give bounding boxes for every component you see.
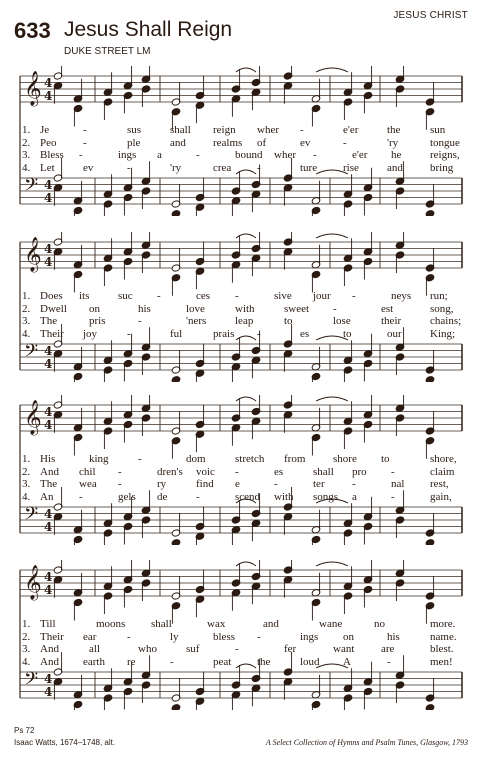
lyric-syllable: 2. [22,136,31,149]
slur [316,562,348,566]
lyric-syllable: prais [213,327,235,340]
time-signature: 4 [44,405,53,419]
lyric-syllable: - [127,161,131,174]
lyric-syllable: ear [83,630,97,643]
time-signature: 4 [44,344,53,358]
psalm-reference: Ps 72 [14,726,35,735]
time-signature: 4 [44,418,53,432]
lyric-syllable: 1. [22,618,31,630]
treble-clef-icon: 𝄞 [24,237,42,272]
lyric-line-verse-2 [0,466,480,479]
lyric-syllable: shall [151,618,172,630]
bass-clef-icon: 𝄢 [24,341,39,366]
hymn-title: Jesus Shall Reign [64,18,233,41]
lyric-syllable: their [381,315,402,327]
lyric-syllable: reign [213,124,236,136]
bass-clef-icon: 𝄢 [24,669,39,694]
time-signature: 4 [44,507,53,521]
lyric-syllable: joy [83,327,98,340]
lyric-syllable: wax [207,618,226,630]
lyric-syllable: crea [213,161,232,174]
lyric-line-verse-1 [0,453,480,466]
lyric-syllable: - [196,149,200,161]
lyric-syllable: ple [127,136,141,149]
lyric-syllable: ly [170,630,179,643]
lyric-syllable: 3. [22,149,31,161]
lyric-syllable: - [79,490,83,503]
lyric-syllable: - [387,655,391,668]
lyric-syllable: est [381,302,394,315]
lyric-syllable: to [284,315,293,327]
time-signature: 4 [44,76,53,90]
lyric-syllable: who [138,643,157,655]
treble-clef-icon: 𝄞 [24,400,42,435]
lyric-syllable: bound [235,149,263,161]
lyric-syllable: moons [96,618,126,630]
lyric-syllable: ev [300,136,311,149]
lyric-syllable: Their [40,327,64,340]
lyric-syllable: 'ry [170,161,182,174]
lyric-syllable: and [263,618,279,630]
lyric-syllable: ture [300,161,318,174]
lyric-syllable: our [387,327,402,340]
lyric-syllable: sus [127,124,142,136]
lyric-syllable: more. [430,618,456,630]
lyric-syllable: song, [430,302,454,315]
lyric-syllable: suc [118,290,133,302]
lyric-syllable: on [89,302,100,315]
lyric-syllable: chil [79,465,96,478]
slur [236,397,256,401]
lyric-syllable: claim [430,465,455,478]
lyric-syllable: gels [118,490,136,503]
time-signature: 4 [44,357,53,371]
lyric-syllable: with [235,302,255,315]
lyric-syllable: Their [40,630,64,643]
lyric-syllable: And [40,643,59,655]
tune-name: DUKE STREET LM [64,46,151,57]
lyric-syllable: the [387,124,401,136]
lyric-syllable: The [40,478,58,490]
lyric-syllable: rise [343,161,359,174]
lyrics-block [0,453,480,503]
treble-staff [20,395,462,459]
lyric-syllable: es [274,465,284,478]
lyric-syllable: 2. [22,465,31,478]
lyric-syllable: 4. [22,655,31,668]
lyric-syllable: its [79,290,90,302]
lyric-syllable: ter [313,478,325,490]
slur [236,234,256,238]
lyric-line-verse-4 [0,162,480,175]
lyric-syllable: - [118,478,122,490]
lyric-syllable: his [387,630,400,643]
lyric-syllable: sive [274,290,292,302]
lyric-syllable: a [157,149,162,161]
lyric-syllable: - [83,124,87,136]
lyric-syllable: Let [40,161,55,174]
lyric-syllable: suf [186,643,200,655]
lyric-syllable: chains; [430,315,462,327]
lyric-syllable: 4. [22,161,31,174]
lyric-syllable: are [381,643,395,655]
lyric-syllable: King; [430,327,456,340]
hymn-number: 633 [14,18,51,43]
lyric-syllable: e'er [343,124,359,136]
lyric-syllable: name. [430,630,457,643]
lyric-syllable: Peo [40,136,57,149]
lyric-syllable: loud [300,655,320,668]
lyric-syllable: bless [213,630,235,643]
lyric-syllable: realms [213,136,243,149]
lyric-line-verse-3 [0,149,480,162]
author-credit: Isaac Watts, 1674–1748, alt. [14,738,116,747]
lyric-syllable: jour [313,290,331,302]
lyric-syllable: 3. [22,643,31,655]
lyric-syllable: gain, [430,490,452,503]
lyric-line-verse-4 [0,656,480,669]
lyric-syllable: sweet [284,302,310,315]
slur [316,68,348,72]
lyric-syllable: pro [352,465,367,478]
lyric-syllable: find [196,478,214,490]
lyric-syllable: - [138,315,142,327]
lyric-syllable: A [343,655,351,668]
lyric-syllable: voic [196,465,215,478]
lyric-syllable: no [374,618,385,630]
lyric-syllable: - [127,327,131,340]
lyric-line-verse-4 [0,328,480,341]
lyric-syllable: - [138,453,142,465]
lyric-syllable: - [352,478,356,490]
lyric-syllable: his [138,302,151,315]
lyric-syllable: re [127,655,136,668]
lyric-syllable: nal [391,478,405,490]
lyric-syllable: - [333,302,337,315]
lyric-syllable: the [257,655,271,668]
lyric-syllable: 'ners [186,315,207,327]
lyric-syllable: de [157,490,168,503]
lyric-syllable: e [235,478,240,490]
lyric-syllable: - [235,643,239,655]
lyric-syllable: with [274,490,294,503]
lyric-syllable: - [352,290,356,302]
lyric-syllable: wher [274,149,296,161]
lyric-syllable: - [313,149,317,161]
lyric-syllable: 3. [22,478,31,490]
lyric-syllable: run; [430,290,448,302]
lyric-syllable: Dwell [40,302,67,315]
lyric-syllable: And [40,465,59,478]
lyric-syllable: shore [333,453,357,465]
lyric-syllable: ings [300,630,319,643]
lyric-syllable: shall [313,465,334,478]
lyric-syllable: e'er [352,149,368,161]
lyrics-block [0,124,480,174]
lyric-syllable: love [186,302,205,315]
lyric-syllable: from [284,453,306,465]
tune-source: A Select Collection of Hymns and Psalm Tunes, Glasgow, 1793 [265,738,468,747]
lyric-syllable: 4. [22,490,31,503]
lyric-syllable: on [343,630,354,643]
lyric-syllable: 4. [22,327,31,340]
lyric-syllable: and [387,161,403,174]
lyric-syllable: ful [170,327,183,340]
lyric-syllable: peat [213,655,232,668]
lyric-syllable: - [257,327,261,340]
lyric-syllable: - [83,136,87,149]
lyric-syllable: ces [196,290,211,302]
lyric-syllable: leap [235,315,254,327]
time-signature: 4 [44,583,53,597]
lyric-syllable: Bless [40,149,64,161]
lyric-syllable: - [79,149,83,161]
lyric-syllable: fer [284,643,297,655]
lyric-syllable: Je [40,124,50,136]
treble-staff [20,232,462,296]
lyric-syllable: es [300,327,310,340]
lyric-line-verse-2 [0,303,480,316]
time-signature: 4 [44,242,53,256]
lyric-syllable: - [257,161,261,174]
lyric-syllable: Does [40,290,63,302]
lyrics-block [0,618,480,668]
lyric-syllable: 2. [22,302,31,315]
lyric-syllable: 3. [22,315,31,327]
bass-clef-icon: 𝄢 [24,175,39,200]
lyric-syllable: 2. [22,630,31,643]
treble-clef-icon: 𝄞 [24,71,42,106]
lyric-syllable: bring [430,161,454,174]
lyric-syllable: ry [157,478,167,490]
slur [316,397,348,401]
lyric-syllable: - [235,465,239,478]
time-signature: 4 [44,178,53,192]
lyric-line-verse-1 [0,290,480,303]
lyric-syllable: - [118,465,122,478]
lyric-syllable: a [352,490,357,503]
time-signature: 4 [44,89,53,103]
lyric-syllable: 1. [22,124,31,136]
lyric-syllable: - [257,630,261,643]
lyric-syllable: reigns, [430,149,460,161]
lyric-syllable: An [40,490,54,503]
lyric-syllable: Till [40,618,56,630]
lyric-syllable: dren's [157,465,183,478]
lyric-syllable: 1. [22,453,31,465]
lyric-syllable: neys [391,290,412,302]
treble-staff [20,66,462,130]
lyric-syllable: His [40,453,56,465]
time-signature: 4 [44,191,53,205]
lyric-syllable: songs [313,490,339,503]
lyric-syllable: rest, [430,478,449,490]
lyric-syllable: - [391,490,395,503]
bass-clef-icon: 𝄢 [24,504,39,529]
lyric-syllable: And [40,655,59,668]
lyric-syllable: shore, [430,453,457,465]
lyric-syllable: scend [235,490,261,503]
lyric-syllable: - [170,655,174,668]
lyric-syllable: wea [79,478,97,490]
lyric-syllable: - [196,490,200,503]
lyric-syllable: ev [83,161,94,174]
lyric-syllable: dom [186,453,206,465]
lyric-syllable: to [343,327,352,340]
lyric-line-verse-3 [0,315,480,328]
lyric-syllable: - [157,290,161,302]
lyric-syllable: earth [83,655,105,668]
lyric-syllable: lose [333,315,351,327]
time-signature: 4 [44,685,53,699]
lyric-line-verse-1 [0,124,480,137]
treble-clef-icon: 𝄞 [24,565,42,600]
slur [236,562,256,566]
slur [236,68,256,72]
lyric-syllable: - [274,478,278,490]
lyric-syllable: - [235,290,239,302]
lyric-syllable: of [257,136,267,149]
lyric-syllable: shall [170,124,191,136]
lyric-line-verse-2 [0,137,480,150]
lyric-line-verse-4 [0,491,480,504]
lyrics-block [0,290,480,340]
lyric-syllable: 'ry [387,136,399,149]
lyric-syllable: tongue [430,136,460,149]
lyric-syllable: king [89,453,109,465]
lyric-syllable: men! [430,655,453,668]
slur [316,234,348,238]
treble-staff [20,560,462,624]
lyric-syllable: and [170,136,186,149]
lyric-syllable: ings [118,149,137,161]
lyric-syllable: pris [89,315,106,327]
section-label: JESUS CHRIST [393,10,468,21]
lyric-syllable: - [343,136,347,149]
lyric-syllable: all [89,643,100,655]
lyric-syllable: - [300,124,304,136]
lyric-syllable: want [333,643,355,655]
lyric-line-verse-1 [0,618,480,631]
lyric-line-verse-2 [0,631,480,644]
lyric-syllable: - [127,630,131,643]
lyric-syllable: stretch [235,453,265,465]
time-signature: 4 [44,520,53,534]
lyric-syllable: to [381,453,390,465]
lyric-syllable: blest. [430,643,454,655]
lyric-syllable: he [391,149,402,161]
time-signature: 4 [44,570,53,584]
lyric-syllable: wane [319,618,343,630]
lyric-syllable: sun [430,124,446,136]
lyric-syllable: The [40,315,58,327]
lyric-syllable: - [391,465,395,478]
time-signature: 4 [44,255,53,269]
lyric-line-verse-3 [0,643,480,656]
lyric-syllable: 1. [22,290,31,302]
time-signature: 4 [44,672,53,686]
lyric-syllable: wher [257,124,279,136]
lyric-line-verse-3 [0,478,480,491]
